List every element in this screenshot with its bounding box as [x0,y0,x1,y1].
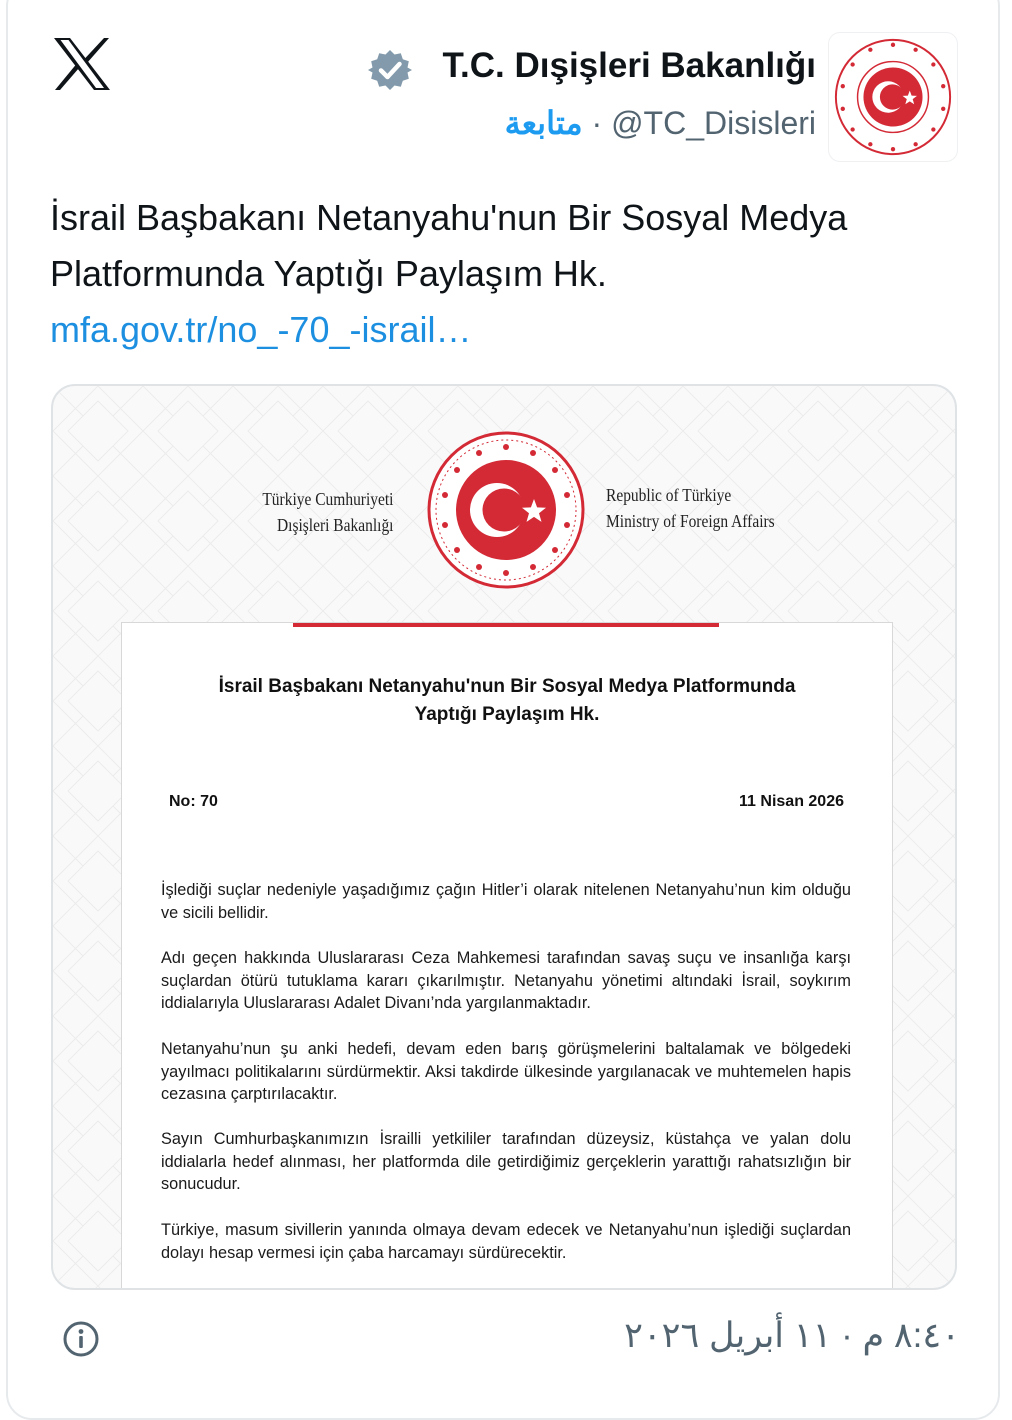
document-date: 11 Nisan 2026 [739,793,844,810]
tweet-timestamp[interactable]: ٨:٤٠ م · ١١ أبريل ٢٠٢٦ [624,1316,960,1355]
info-icon[interactable] [62,1320,100,1358]
tweet-link[interactable]: mfa.gov.tr/no_-70_-israil… [50,309,472,350]
document-paragraph: Sayın Cumhurbaşkanımızın İsrailli yetkililer tarafından düzeysiz, küstahça ve yalan dolu iddialarla hedef alınması, her platformda dile getirdiğimiz gerçeklerin yarattığı rahatsızlığın bir sonucudur. [161,1130,851,1193]
tweet-media-image[interactable] [51,384,957,1290]
red-divider [293,623,719,627]
document-number: No: 70 [169,793,218,810]
author-name[interactable]: T.C. Dışişleri Bakanlığı [442,46,816,85]
x-logo-icon[interactable] [52,36,112,92]
verified-badge-icon [368,48,412,92]
document-paragraph: İşlediği suçlar nedeniyle yaşadığımız çağın Hitler’i olarak nitelenen Netanyahu’nun kim olduğu ve sicili bellidir. [161,881,851,922]
org-name-english: Republic of Türkiye Ministry of Foreign Affairs [606,485,775,531]
separator: · [591,105,603,141]
document-paragraph: Netanyahu’nun şu anki hedefi, devam eden barış görüşmelerini baltalamak ve bölgedeki yayılmacı politikalarını sürdürmektir. Aksi takdirde ülkesinde yargılanacak ve muhtemelen hapis cezasına çarptırılacaktır. [161,1040,851,1103]
handle-row [505,104,816,142]
press-release-page [121,622,893,1290]
document-title: İsrail Başbakanı Netanyahu'nun Bir Sosyal Medya Platformunda Yaptığı Paylaşım Hk. [218,676,796,725]
document-paragraph: Adı geçen hakkında Uluslararası Ceza Mahkemesi tarafından savaş suçu ve insanlığa karşı suçlardan ötürü tutuklama kararı çıkarılmıştır. Netanyahu yönetimi altındaki İsrail, soykırım iddialarıyla Uluslararası Adalet Divanı’nda yargılanmaktadır. [161,949,851,1012]
avatar[interactable] [828,32,958,162]
ministry-seal-icon [426,430,586,590]
document-paragraph: Türkiye, masum sivillerin yanında olmaya devam edecek ve Netanyahu’nun işlediği suçlardan dolayı hesap vermesi için çaba harcamayı sürdürecektir. [161,1221,851,1262]
tweet-text: İsrail Başbakanı Netanyahu'nun Bir Sosyal Medya Platformunda Yaptığı Paylaşım Hk. [50,197,848,294]
author-handle[interactable]: @TC_Disisleri [611,105,816,141]
org-name-turkish: Türkiye Cumhuriyeti Dışişleri Bakanlığı [261,489,393,535]
follow-button[interactable]: متابعة [504,105,583,141]
